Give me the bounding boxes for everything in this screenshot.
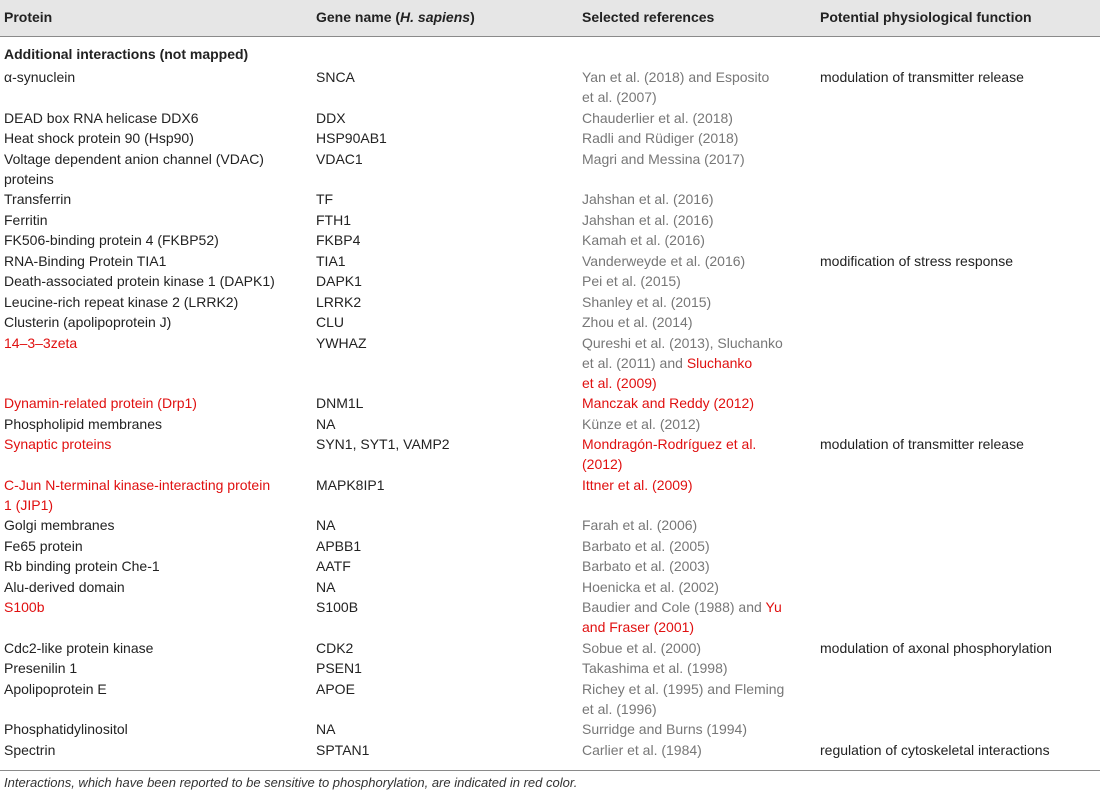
- reference-line: [582, 740, 812, 760]
- references-cell: [582, 597, 812, 637]
- reference-text[interactable]: et al. (2011) and: [582, 354, 687, 371]
- reference-text[interactable]: Jahshan et al. (2016): [582, 191, 714, 207]
- gene-cell: APBB1: [316, 537, 362, 554]
- reference-text[interactable]: Baudier and Cole (1988) and: [582, 599, 766, 615]
- protein-line: Fe65 protein: [4, 537, 83, 554]
- protein-line: Golgi membranes: [4, 517, 115, 533]
- reference-text[interactable]: Hoenicka et al. (2002): [582, 578, 719, 595]
- gene-cell: VDAC1: [316, 150, 363, 167]
- table-header: [0, 0, 1100, 37]
- table-row: [0, 291, 1100, 312]
- function-cell: modulation of transmitter release: [820, 436, 1024, 452]
- reference-line: [582, 475, 812, 495]
- table-row: [0, 66, 1100, 107]
- protein-line: Alu-derived domain: [4, 578, 125, 595]
- references-cell: [582, 393, 812, 413]
- gene-cell: S100B: [316, 599, 359, 615]
- references-cell: [582, 251, 812, 271]
- references-cell: [582, 577, 812, 597]
- references-cell: [582, 434, 812, 474]
- table-row: [0, 555, 1100, 576]
- reference-line: [582, 353, 812, 373]
- protein-line: Heat shock protein 90 (Hsp90): [4, 130, 194, 146]
- protein-cell: [4, 210, 304, 230]
- table-row: [0, 270, 1100, 291]
- references-cell: [582, 740, 812, 760]
- gene-cell: APOE: [316, 680, 355, 697]
- protein-line: Clusterin (apolipoprotein J): [4, 314, 172, 330]
- reference-line: [582, 251, 812, 271]
- protein-cell: [4, 393, 304, 413]
- reference-text[interactable]: Pei et al. (2015): [582, 273, 681, 289]
- reference-line: [582, 638, 812, 658]
- reference-line: [582, 536, 812, 556]
- reference-text[interactable]: Carlier et al. (1984): [582, 741, 702, 758]
- reference-line: [582, 210, 812, 230]
- gene-cell: FTH1: [316, 211, 351, 228]
- table-row: [0, 188, 1100, 209]
- table-row: [0, 535, 1100, 556]
- protein-cell: [4, 108, 304, 128]
- header-gene-prefix: Gene name (: [316, 9, 401, 25]
- reference-text[interactable]: et al. (1996): [582, 700, 657, 717]
- gene-cell: SPTAN1: [316, 741, 370, 758]
- table-row: [0, 514, 1100, 535]
- protein-line: C-Jun N-terminal kinase-interacting protein: [4, 476, 271, 493]
- reference-line: [582, 230, 812, 250]
- references-cell: [582, 230, 812, 250]
- references-cell: [582, 128, 812, 148]
- references-cell: [582, 638, 812, 658]
- references-cell: [582, 292, 812, 312]
- reference-line: [582, 292, 812, 312]
- reference-text[interactable]: and Fraser (2001): [582, 619, 695, 635]
- references-cell: [582, 414, 812, 434]
- protein-cell: [4, 149, 304, 189]
- reference-line: [582, 434, 812, 454]
- function-cell: modification of stress response: [820, 252, 1013, 269]
- reference-line: [582, 577, 812, 597]
- gene-cell: HSP90AB1: [316, 130, 387, 146]
- protein-cell: [4, 67, 304, 87]
- protein-line: Rb binding protein Che-1: [4, 558, 160, 574]
- reference-line: [582, 271, 812, 291]
- references-cell: [582, 67, 812, 107]
- gene-cell: NA: [316, 415, 336, 432]
- gene-cell: FKBP4: [316, 232, 361, 248]
- reference-line: [582, 679, 812, 699]
- reference-text[interactable]: Jahshan et al. (2016): [582, 211, 714, 228]
- references-cell: [582, 658, 812, 678]
- references-cell: [582, 679, 812, 719]
- reference-text[interactable]: Mondragón-Rodríguez et al.: [582, 436, 757, 452]
- gene-cell: SNCA: [316, 69, 355, 85]
- footnote: Interactions, which have been reported to be sensitive to phosphorylation, are indicated in red color.: [4, 775, 578, 790]
- protein-cell: [4, 658, 304, 678]
- table-row: [0, 107, 1100, 128]
- header-gene-name: [316, 9, 475, 25]
- gene-cell: DAPK1: [316, 273, 362, 289]
- table-row: [0, 637, 1100, 658]
- protein-cell: [4, 719, 304, 739]
- reference-text[interactable]: Qureshi et al. (2013), Sluchanko: [582, 334, 783, 351]
- reference-line: [582, 333, 812, 353]
- protein-cell: [4, 333, 304, 353]
- reference-line: [582, 617, 812, 637]
- reference-text[interactable]: Chauderlier et al. (2018): [582, 109, 733, 126]
- protein-cell: [4, 536, 304, 556]
- function-cell: modulation of axonal phosphorylation: [820, 639, 1052, 656]
- protein-cell: [4, 597, 304, 617]
- protein-cell: [4, 292, 304, 312]
- gene-cell: NA: [316, 517, 336, 533]
- reference-line: [582, 393, 812, 413]
- protein-line: 1 (JIP1): [4, 496, 54, 513]
- header-gene-suffix: ): [470, 9, 475, 25]
- reference-line: [582, 414, 812, 434]
- function-cell: regulation of cytoskeletal interactions: [820, 741, 1050, 758]
- reference-text[interactable]: Künze et al. (2012): [582, 415, 701, 432]
- reference-line: [582, 87, 812, 107]
- reference-text[interactable]: Radli and Rüdiger (2018): [582, 130, 739, 146]
- gene-cell: YWHAZ: [316, 334, 367, 351]
- reference-text[interactable]: Farah et al. (2006): [582, 517, 698, 533]
- table-row: [0, 474, 1100, 515]
- protein-line: Apolipoprotein E: [4, 680, 107, 697]
- reference-text[interactable]: Kamah et al. (2016): [582, 232, 705, 248]
- protein-line: S100b: [4, 599, 45, 615]
- reference-text[interactable]: Vanderweyde et al. (2016): [582, 252, 746, 269]
- table-row: [0, 596, 1100, 637]
- gene-cell: NA: [316, 578, 336, 595]
- protein-line: Transferrin: [4, 191, 72, 207]
- reference-line: [582, 189, 812, 209]
- protein-line: Leucine-rich repeat kinase 2 (LRRK2): [4, 293, 239, 310]
- reference-line: [582, 149, 812, 169]
- gene-cell: LRRK2: [316, 293, 362, 310]
- reference-text[interactable]: Sobue et al. (2000): [582, 639, 702, 656]
- protein-cell: [4, 577, 304, 597]
- reference-text[interactable]: Shanley et al. (2015): [582, 293, 712, 310]
- protein-cell: [4, 515, 304, 535]
- references-cell: [582, 312, 812, 332]
- bottom-rule: [0, 770, 1100, 771]
- protein-line: proteins: [4, 170, 54, 187]
- reference-text-red[interactable]: Yu: [765, 599, 782, 615]
- table-row: [0, 311, 1100, 332]
- table-row: [0, 250, 1100, 271]
- table-row: [0, 392, 1100, 413]
- reference-text[interactable]: Zhou et al. (2014): [582, 314, 693, 330]
- reference-text[interactable]: Ittner et al. (2009): [582, 476, 693, 493]
- gene-cell: CDK2: [316, 639, 354, 656]
- gene-cell: DNM1L: [316, 395, 364, 411]
- table-row: [0, 209, 1100, 230]
- protein-cell: [4, 434, 304, 454]
- protein-cell: [4, 230, 304, 250]
- protein-line: Spectrin: [4, 741, 56, 758]
- table-row: [0, 678, 1100, 719]
- reference-text[interactable]: (2012): [582, 456, 623, 472]
- references-cell: [582, 271, 812, 291]
- protein-line: Death-associated protein kinase 1 (DAPK1): [4, 273, 275, 289]
- table-row: [0, 718, 1100, 739]
- reference-line: [582, 67, 812, 87]
- protein-line: RNA-Binding Protein TIA1: [4, 252, 167, 269]
- protein-cell: [4, 128, 304, 148]
- reference-line: [582, 597, 812, 617]
- protein-line: 14–3–3zeta: [4, 334, 78, 351]
- reference-text[interactable]: Richey et al. (1995) and Fleming: [582, 680, 785, 697]
- gene-cell: TF: [316, 191, 334, 207]
- references-cell: [582, 556, 812, 576]
- protein-cell: [4, 475, 304, 515]
- header-gene-species: H. sapiens: [400, 9, 471, 25]
- reference-line: [582, 719, 812, 739]
- protein-line: Ferritin: [4, 211, 48, 228]
- references-cell: [582, 536, 812, 556]
- reference-line: [582, 658, 812, 678]
- reference-line: [582, 699, 812, 719]
- table-body: [0, 66, 1100, 759]
- function-cell: modulation of transmitter release: [820, 69, 1024, 85]
- references-cell: [582, 719, 812, 739]
- protein-cell: [4, 189, 304, 209]
- reference-text[interactable]: et al. (2009): [582, 374, 657, 391]
- reference-line: [582, 556, 812, 576]
- gene-cell: DDX: [316, 109, 346, 126]
- references-cell: [582, 475, 812, 495]
- reference-text[interactable]: et al. (2007): [582, 89, 657, 105]
- table-row: [0, 433, 1100, 474]
- reference-line: [582, 454, 812, 474]
- table-row: [0, 657, 1100, 678]
- references-cell: [582, 189, 812, 209]
- references-cell: [582, 149, 812, 169]
- protein-line: Phosphatidylinositol: [4, 721, 128, 737]
- protein-line: Voltage dependent anion channel (VDAC): [4, 150, 264, 167]
- table-row: [0, 576, 1100, 597]
- protein-line: Synaptic proteins: [4, 436, 112, 452]
- protein-line: DEAD box RNA helicase DDX6: [4, 109, 199, 126]
- table-row: [0, 413, 1100, 434]
- reference-text[interactable]: Magri and Messina (2017): [582, 150, 745, 167]
- protein-line: Cdc2-like protein kinase: [4, 639, 154, 656]
- protein-cell: [4, 740, 304, 760]
- header-function: Potential physiological function: [820, 9, 1032, 25]
- reference-text[interactable]: Yan et al. (2018) and Esposito: [582, 69, 770, 85]
- protein-cell: [4, 638, 304, 658]
- table-row: [0, 148, 1100, 189]
- protein-cell: [4, 271, 304, 291]
- protein-line: α-synuclein: [4, 69, 76, 85]
- table-row: [0, 739, 1100, 760]
- protein-cell: [4, 251, 304, 271]
- protein-line: Phospholipid membranes: [4, 415, 162, 432]
- gene-cell: MAPK8IP1: [316, 476, 385, 493]
- gene-cell: AATF: [316, 558, 351, 574]
- references-cell: [582, 108, 812, 128]
- gene-cell: CLU: [316, 314, 345, 330]
- reference-text[interactable]: Barbato et al. (2005): [582, 537, 710, 554]
- reference-line: [582, 515, 812, 535]
- gene-cell: PSEN1: [316, 660, 362, 676]
- table-row: [0, 332, 1100, 393]
- gene-cell: SYN1, SYT1, VAMP2: [316, 436, 450, 452]
- reference-line: [582, 108, 812, 128]
- references-cell: [582, 515, 812, 535]
- protein-cell: [4, 414, 304, 434]
- header-protein: Protein: [4, 9, 53, 25]
- protein-cell: [4, 312, 304, 332]
- references-cell: [582, 210, 812, 230]
- reference-line: [582, 373, 812, 393]
- protein-line: Presenilin 1: [4, 660, 78, 676]
- references-cell: [582, 333, 812, 393]
- table-row: [0, 229, 1100, 250]
- gene-cell: TIA1: [316, 252, 346, 269]
- protein-cell: [4, 556, 304, 576]
- reference-line: [582, 128, 812, 148]
- reference-text[interactable]: Manczak and Reddy (2012): [582, 395, 754, 411]
- protein-line: Dynamin-related protein (Drp1): [4, 395, 197, 411]
- section-title: Additional interactions (not mapped): [4, 46, 249, 62]
- reference-text[interactable]: Barbato et al. (2003): [582, 558, 710, 574]
- protein-cell: [4, 679, 304, 699]
- protein-line: FK506-binding protein 4 (FKBP52): [4, 232, 219, 248]
- reference-line: [582, 312, 812, 332]
- reference-text[interactable]: Surridge and Burns (1994): [582, 721, 747, 737]
- gene-cell: NA: [316, 721, 336, 737]
- table-row: [0, 127, 1100, 148]
- reference-text[interactable]: Takashima et al. (1998): [582, 660, 728, 676]
- reference-text-red[interactable]: Sluchanko: [686, 354, 753, 371]
- header-references: Selected references: [582, 9, 715, 25]
